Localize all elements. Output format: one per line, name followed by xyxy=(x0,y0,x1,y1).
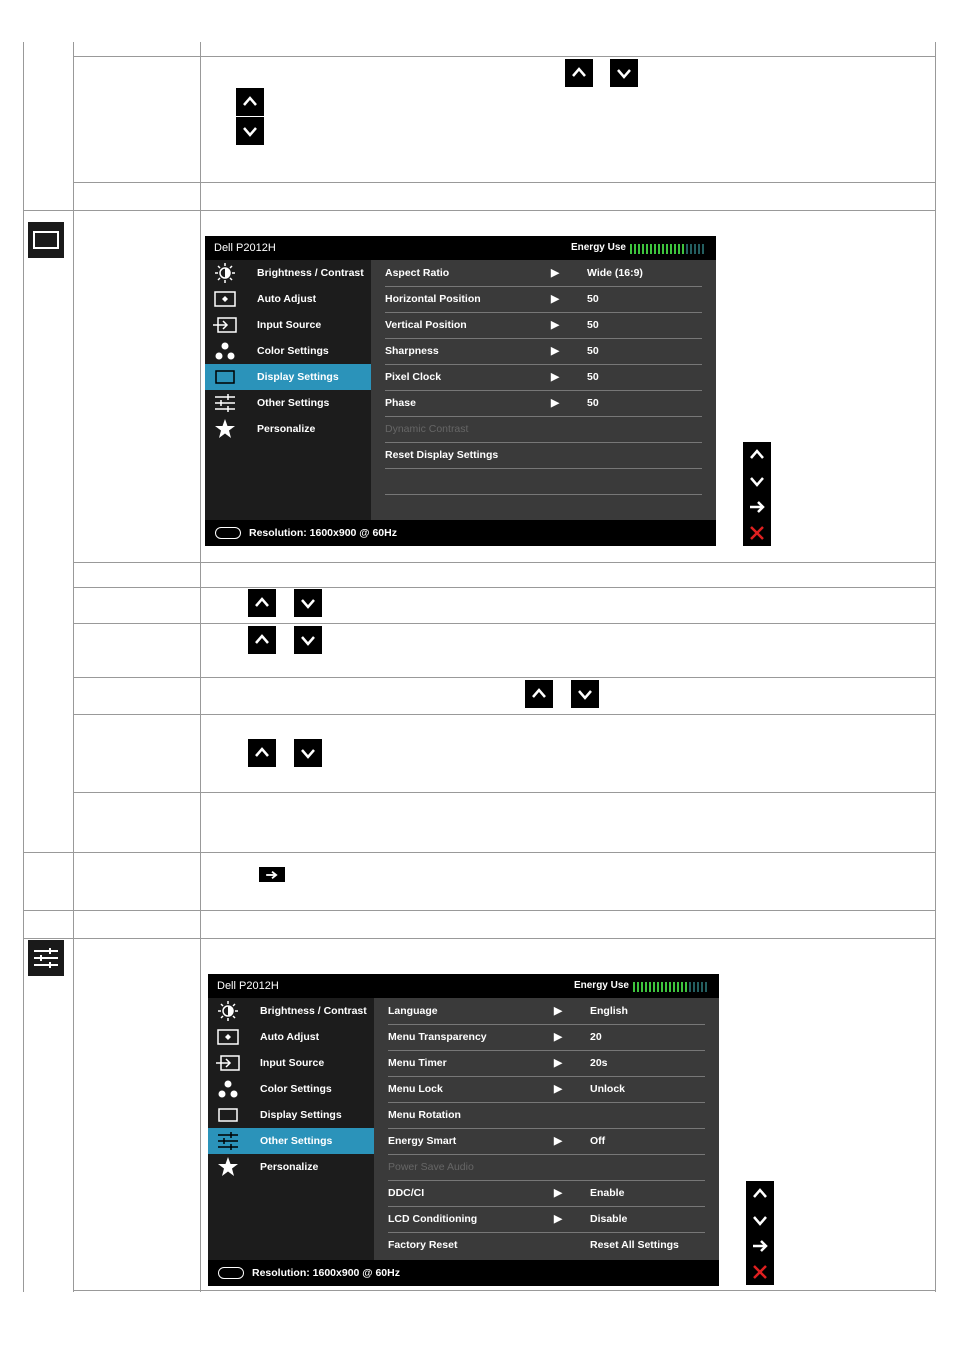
display-settings-icon xyxy=(208,1108,248,1122)
energy-use-label: Energy Use xyxy=(573,980,629,991)
arrow-right-icon: ▶ xyxy=(554,1187,563,1199)
submenu-item-empty xyxy=(385,468,702,495)
energy-meter xyxy=(633,982,709,992)
item-name: Aspect Ratio xyxy=(385,267,450,279)
down-arrow-icon xyxy=(294,739,322,767)
menu-label: Personalize xyxy=(257,423,316,435)
row-divider xyxy=(23,852,936,853)
menu-label: Brightness / Contrast xyxy=(260,1005,367,1017)
submenu-item[interactable] xyxy=(388,1050,705,1077)
menu-label: Color Settings xyxy=(257,345,329,357)
close-button[interactable] xyxy=(746,1259,774,1285)
item-value: Wide (16:9) xyxy=(587,267,643,279)
menu-item-display-settings[interactable] xyxy=(205,364,371,390)
right-arrow-icon xyxy=(259,867,285,882)
energy-use-label: Energy Use xyxy=(570,242,626,253)
submenu-item[interactable] xyxy=(388,1102,705,1129)
item-value: 50 xyxy=(587,397,599,409)
osd-main-menu xyxy=(208,998,374,1260)
other-settings-icon xyxy=(208,1132,248,1150)
row-divider xyxy=(73,1290,936,1291)
item-name: Menu Lock xyxy=(388,1083,443,1095)
submenu-item[interactable] xyxy=(388,1024,705,1051)
row-divider xyxy=(73,587,936,588)
arrow-right-icon: ▶ xyxy=(554,1057,563,1069)
row-divider xyxy=(73,562,936,563)
item-value: 20s xyxy=(590,1057,608,1069)
brightness-icon xyxy=(205,263,245,283)
color-settings-icon xyxy=(208,1080,248,1098)
menu-item-auto-adjust[interactable] xyxy=(205,286,371,312)
item-name: Menu Timer xyxy=(388,1057,447,1069)
menu-item-personalize[interactable] xyxy=(208,1154,374,1180)
arrow-right-icon: ▶ xyxy=(551,267,560,279)
table-border-col2 xyxy=(200,42,201,1292)
menu-item-other-settings[interactable] xyxy=(205,390,371,416)
item-value: English xyxy=(590,1005,628,1017)
submenu-item[interactable] xyxy=(385,364,702,391)
arrow-right-icon: ▶ xyxy=(554,1213,563,1225)
other-settings-icon xyxy=(28,940,64,976)
table-border-left xyxy=(23,42,24,1292)
menu-label: Brightness / Contrast xyxy=(257,267,364,279)
right-button[interactable] xyxy=(746,1233,774,1259)
energy-meter xyxy=(630,244,706,254)
down-arrow-icon xyxy=(294,589,322,617)
submenu-item[interactable] xyxy=(385,442,702,469)
item-name: Language xyxy=(388,1005,438,1017)
submenu-item[interactable] xyxy=(388,1128,705,1155)
item-value: 50 xyxy=(587,371,599,383)
resolution-text: Resolution: 1600x900 @ 60Hz xyxy=(249,527,397,539)
row-divider xyxy=(73,677,936,678)
item-name: Vertical Position xyxy=(385,319,467,331)
menu-item-color-settings[interactable] xyxy=(208,1076,374,1102)
item-value: 50 xyxy=(587,293,599,305)
star-icon xyxy=(205,419,245,439)
submenu-item-disabled xyxy=(388,1154,705,1181)
menu-item-input-source[interactable] xyxy=(208,1050,374,1076)
brightness-icon xyxy=(208,1001,248,1021)
front-panel-buttons xyxy=(746,1181,774,1285)
item-value: 50 xyxy=(587,319,599,331)
item-value: Unlock xyxy=(590,1083,626,1095)
osd-submenu xyxy=(374,998,705,1260)
osd-footer xyxy=(205,520,716,546)
menu-label: Auto Adjust xyxy=(260,1031,320,1043)
osd-other-settings xyxy=(208,974,719,1286)
close-button[interactable] xyxy=(743,520,771,546)
vga-connector-icon xyxy=(215,527,241,539)
down-arrow-icon xyxy=(571,680,599,708)
menu-item-brightness[interactable] xyxy=(205,260,371,286)
item-name: Sharpness xyxy=(385,345,439,357)
arrow-right-icon: ▶ xyxy=(551,371,560,383)
other-settings-icon xyxy=(205,394,245,412)
row-divider xyxy=(23,910,936,911)
submenu-item[interactable] xyxy=(388,1076,705,1103)
item-value: Reset All Settings xyxy=(590,1239,679,1251)
submenu-item-disabled xyxy=(385,416,702,443)
submenu-item[interactable] xyxy=(385,338,702,365)
up-arrow-icon xyxy=(525,680,553,708)
row-divider xyxy=(23,938,936,939)
up-button[interactable] xyxy=(746,1181,774,1207)
item-value: Enable xyxy=(590,1187,625,1199)
row-divider xyxy=(73,714,936,715)
submenu-item[interactable] xyxy=(385,312,702,339)
table-border-right xyxy=(935,42,936,1292)
input-source-icon xyxy=(205,317,245,333)
down-button[interactable] xyxy=(743,468,771,494)
submenu-item[interactable] xyxy=(388,1206,705,1233)
osd-footer xyxy=(208,1260,719,1286)
star-icon xyxy=(208,1157,248,1177)
submenu-item[interactable] xyxy=(385,390,702,417)
up-arrow-icon xyxy=(248,626,276,654)
item-name: Menu Rotation xyxy=(388,1109,461,1121)
vga-connector-icon xyxy=(218,1267,244,1279)
menu-label: Input Source xyxy=(257,319,322,331)
osd-main-menu xyxy=(205,260,371,520)
menu-label: Display Settings xyxy=(260,1109,342,1121)
menu-item-auto-adjust[interactable] xyxy=(208,1024,374,1050)
menu-label: Input Source xyxy=(260,1057,325,1069)
resolution-text: Resolution: 1600x900 @ 60Hz xyxy=(252,1267,400,1279)
item-name: DDC/CI xyxy=(388,1187,425,1199)
row-divider xyxy=(73,623,936,624)
arrow-right-icon: ▶ xyxy=(551,397,560,409)
item-value: 20 xyxy=(590,1031,602,1043)
arrow-right-icon: ▶ xyxy=(554,1135,563,1147)
arrow-right-icon: ▶ xyxy=(554,1005,563,1017)
arrow-right-icon: ▶ xyxy=(554,1083,563,1095)
menu-label: Personalize xyxy=(260,1161,319,1173)
item-name: Reset Display Settings xyxy=(385,449,499,461)
menu-item-brightness[interactable] xyxy=(208,998,374,1024)
auto-adjust-icon xyxy=(205,291,245,307)
down-arrow-icon xyxy=(236,117,264,145)
item-name: Dynamic Contrast xyxy=(385,423,469,435)
arrow-right-icon: ▶ xyxy=(551,345,560,357)
item-name: Phase xyxy=(385,397,416,409)
item-value: Disable xyxy=(590,1213,628,1225)
menu-item-other-settings[interactable] xyxy=(208,1128,374,1154)
display-settings-icon xyxy=(28,222,64,258)
submenu-item[interactable] xyxy=(388,998,705,1025)
right-button[interactable] xyxy=(743,494,771,520)
up-arrow-icon xyxy=(248,739,276,767)
menu-item-personalize[interactable] xyxy=(205,416,371,442)
front-panel-buttons xyxy=(743,442,771,546)
down-button[interactable] xyxy=(746,1207,774,1233)
up-arrow-icon xyxy=(565,59,593,87)
osd-submenu xyxy=(371,260,702,520)
table-border-col1 xyxy=(73,42,74,1292)
item-value: Off xyxy=(590,1135,606,1147)
item-name: Menu Transparency xyxy=(388,1031,487,1043)
up-button[interactable] xyxy=(743,442,771,468)
up-arrow-icon xyxy=(236,88,264,116)
osd-header xyxy=(205,236,716,260)
item-name: Factory Reset xyxy=(388,1239,458,1251)
arrow-right-icon: ▶ xyxy=(551,319,560,331)
item-name: Power Save Audio xyxy=(388,1161,474,1173)
menu-label: Color Settings xyxy=(260,1083,332,1095)
submenu-item[interactable] xyxy=(388,1232,705,1258)
osd-model: Dell P2012H xyxy=(217,980,279,992)
menu-label: Display Settings xyxy=(257,371,339,383)
menu-item-color-settings[interactable] xyxy=(205,338,371,364)
menu-label: Other Settings xyxy=(257,397,330,409)
osd-header xyxy=(208,974,719,998)
submenu-item[interactable] xyxy=(385,286,702,313)
down-arrow-icon xyxy=(610,59,638,87)
row-divider xyxy=(73,182,936,183)
auto-adjust-icon xyxy=(208,1029,248,1045)
item-name: Pixel Clock xyxy=(385,371,442,383)
row-divider xyxy=(73,56,936,57)
item-name: Energy Smart xyxy=(388,1135,457,1147)
color-settings-icon xyxy=(205,342,245,360)
menu-label: Auto Adjust xyxy=(257,293,317,305)
item-name: Horizontal Position xyxy=(385,293,481,305)
menu-label: Other Settings xyxy=(260,1135,333,1147)
item-name: LCD Conditioning xyxy=(388,1213,478,1225)
display-settings-icon xyxy=(205,370,245,384)
arrow-right-icon: ▶ xyxy=(554,1031,563,1043)
row-divider xyxy=(23,210,936,211)
osd-display-settings xyxy=(205,236,716,546)
down-arrow-icon xyxy=(294,626,322,654)
up-arrow-icon xyxy=(248,589,276,617)
arrow-right-icon: ▶ xyxy=(551,293,560,305)
item-value: 50 xyxy=(587,345,599,357)
submenu-item[interactable] xyxy=(385,260,702,287)
input-source-icon xyxy=(208,1055,248,1071)
menu-item-input-source[interactable] xyxy=(205,312,371,338)
osd-model: Dell P2012H xyxy=(214,242,276,254)
row-divider xyxy=(73,792,936,793)
menu-item-display-settings[interactable] xyxy=(208,1102,374,1128)
submenu-item[interactable] xyxy=(388,1180,705,1207)
